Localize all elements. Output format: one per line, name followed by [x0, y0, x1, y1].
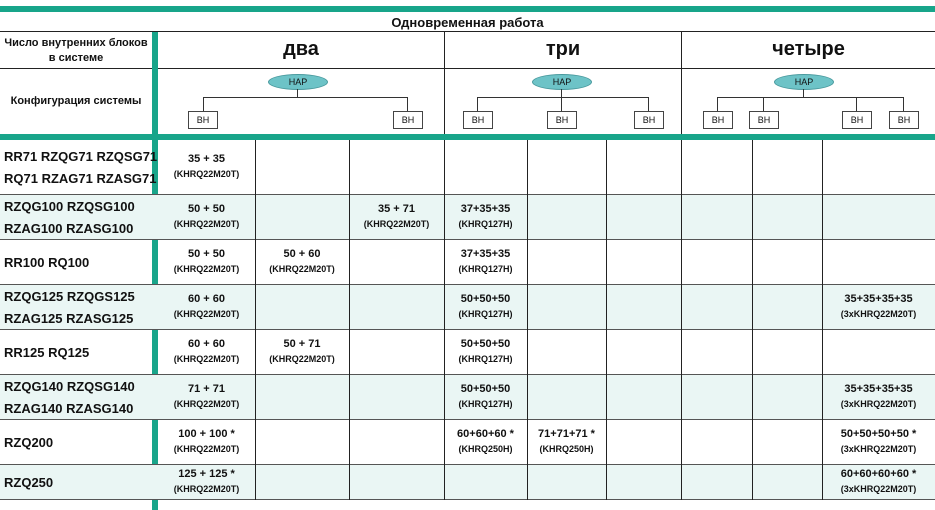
kit-code: (KHRQ22M20T) — [269, 354, 335, 364]
column-divider — [444, 140, 445, 500]
wire — [561, 89, 562, 97]
combination-value: 35 + 71 — [377, 203, 415, 215]
model-name — [4, 472, 53, 494]
table-row — [0, 465, 935, 500]
kit-code: (KHRQ127H) — [458, 264, 513, 274]
model-name — [4, 252, 89, 274]
combination-cell — [527, 427, 606, 457]
wire — [903, 97, 904, 111]
wire — [856, 97, 857, 111]
combination-cell — [822, 292, 935, 322]
combination-value: 71+71+71 * — [538, 428, 595, 440]
column-divider — [752, 140, 753, 500]
model-name — [4, 342, 89, 364]
model-name-line: RR100 RQ100 — [4, 255, 90, 270]
top-accent-bar — [0, 6, 935, 12]
indoor-unit-icon: ВН — [749, 111, 779, 129]
model-name — [4, 196, 135, 240]
wire — [803, 89, 804, 97]
combination-cell — [158, 292, 255, 322]
table-row — [0, 240, 935, 285]
model-name-line: RR125 RQ125 — [4, 345, 90, 360]
model-name — [4, 146, 157, 190]
wire — [648, 97, 649, 111]
wire — [477, 97, 478, 111]
outdoor-unit-icon: НАР — [774, 74, 834, 90]
combination-cell — [444, 382, 527, 412]
combination-value: 50+50+50 — [460, 338, 511, 350]
indoor-unit-icon: ВН — [842, 111, 872, 129]
model-name-line: RZQG140 RZQSG140 — [4, 379, 135, 394]
column-divider — [681, 140, 682, 500]
combination-value: 35 + 35 — [187, 153, 225, 165]
combination-cell — [158, 202, 255, 232]
model-name — [4, 376, 135, 420]
group-title-divider — [158, 68, 935, 69]
wire — [717, 97, 718, 111]
kit-code: (KHRQ22M20T) — [173, 354, 240, 364]
kit-code: (KHRQ127H) — [458, 399, 513, 409]
wire — [297, 89, 298, 97]
model-name-line: RZAG100 RZASG100 — [4, 221, 134, 236]
combination-value: 50 + 60 — [283, 248, 321, 260]
combination-cell — [255, 337, 349, 367]
group-title-two: два — [283, 38, 319, 60]
combination-cell — [158, 427, 255, 457]
table-row — [0, 330, 935, 375]
combination-value: 60+60+60+60 * — [840, 468, 917, 480]
indoor-unit-icon: ВН — [463, 111, 493, 129]
kit-code: (KHRQ22M20T) — [173, 399, 240, 409]
combination-value: 50 + 71 — [283, 338, 321, 350]
kit-code: (KHRQ22M20T) — [173, 219, 240, 229]
indoor-unit-icon: ВН — [634, 111, 664, 129]
model-name-line: RZQG125 RZQGS125 — [4, 289, 135, 304]
combination-cell — [822, 382, 935, 412]
kit-code: (KHRQ22M20T) — [173, 169, 240, 179]
table-row — [0, 420, 935, 465]
kit-code: (3xKHRQ22M20T) — [840, 444, 917, 454]
combination-value: 50+50+50+50 * — [840, 428, 917, 440]
outdoor-unit-icon: НАР — [532, 74, 592, 90]
indoor-unit-icon: ВН — [393, 111, 423, 129]
indoor-unit-icon: ВН — [547, 111, 577, 129]
column-divider — [349, 140, 350, 500]
combination-cell — [158, 337, 255, 367]
wire — [203, 97, 204, 111]
kit-code: (KHRQ22M20T) — [269, 264, 335, 274]
kit-code: (KHRQ22M20T) — [173, 444, 240, 454]
kit-code: (KHRQ127H) — [458, 354, 513, 364]
column-divider — [822, 140, 823, 500]
model-name-line: RQ71 RZAG71 RZASG71 — [4, 171, 157, 186]
table-row — [0, 285, 935, 330]
model-name-line: RZQ200 — [4, 435, 54, 450]
combination-value: 60 + 60 — [187, 338, 225, 350]
model-name-line: RZAG140 RZASG140 — [4, 401, 134, 416]
combination-value: 125 + 125 * — [178, 468, 235, 480]
combination-cell — [349, 202, 444, 232]
combination-value: 50+50+50 — [460, 293, 511, 305]
combination-value: 60 + 60 — [187, 293, 225, 305]
combination-value: 35+35+35+35 — [844, 383, 913, 395]
model-name-line: RZQ250 — [4, 475, 54, 490]
indoor-unit-icon: ВН — [889, 111, 919, 129]
group-title-three: три — [545, 38, 581, 60]
kit-code: (3xKHRQ22M20T) — [840, 399, 917, 409]
combination-value: 37+35+35 — [460, 203, 511, 215]
combination-value: 37+35+35 — [460, 248, 511, 260]
combination-cell — [444, 247, 527, 277]
combination-cell — [158, 247, 255, 277]
group-title-four: четыре — [772, 38, 845, 60]
combination-value: 50+50+50 — [460, 383, 511, 395]
combination-value: 50 + 50 — [187, 248, 225, 260]
combination-value: 50 + 50 — [187, 203, 225, 215]
indoor-unit-icon: ВН — [188, 111, 218, 129]
column-divider — [527, 140, 528, 500]
units-count-label: Число внутренних блоков в системе — [4, 37, 148, 64]
combination-value: 60+60+60 * — [457, 428, 514, 440]
combination-cell — [444, 202, 527, 232]
kit-code: (KHRQ22M20T) — [173, 484, 240, 494]
wire — [717, 97, 904, 98]
kit-code: (3xKHRQ22M20T) — [840, 309, 917, 319]
column-divider — [606, 140, 607, 500]
row-divider — [0, 499, 935, 500]
model-name-line: RZAG125 RZASG125 — [4, 311, 134, 326]
combination-value: 35+35+35+35 — [844, 293, 913, 305]
wire — [763, 97, 764, 111]
kit-code: (KHRQ127H) — [458, 309, 513, 319]
wire — [561, 97, 562, 111]
table-title: Одновременная работа — [391, 15, 544, 30]
kit-code: (KHRQ127H) — [458, 219, 513, 229]
wire — [203, 97, 408, 98]
combination-cell — [158, 152, 255, 182]
table-row — [0, 375, 935, 420]
table-row — [0, 140, 935, 195]
title-divider — [0, 31, 935, 32]
table-row — [0, 195, 935, 240]
combination-cell — [444, 427, 527, 457]
model-name — [4, 286, 135, 330]
combination-value: 100 + 100 * — [178, 428, 235, 440]
model-name-line: RZQG100 RZQSG100 — [4, 199, 135, 214]
model-name — [4, 432, 53, 454]
combination-cell — [444, 292, 527, 322]
combination-cell — [255, 247, 349, 277]
model-name-line: RR71 RZQG71 RZQSG71 — [4, 149, 158, 164]
wire — [477, 97, 649, 98]
kit-code: (KHRQ250H) — [458, 444, 513, 454]
system-config-label: Конфигурация системы — [10, 95, 142, 107]
indoor-unit-icon: ВН — [703, 111, 733, 129]
header-label-divider — [0, 68, 152, 69]
kit-code: (KHRQ22M20T) — [173, 264, 240, 274]
combination-value: 71 + 71 — [187, 383, 225, 395]
combination-cell — [822, 427, 935, 457]
combination-cell — [822, 467, 935, 497]
combination-cell — [158, 467, 255, 497]
column-divider — [255, 140, 256, 500]
outdoor-unit-icon: НАР — [268, 74, 328, 90]
combination-cell — [444, 337, 527, 367]
wire — [407, 97, 408, 111]
combination-cell — [158, 382, 255, 412]
kit-code: (3xKHRQ22M20T) — [840, 484, 917, 494]
kit-code: (KHRQ250H) — [539, 444, 594, 454]
kit-code: (KHRQ22M20T) — [363, 219, 430, 229]
kit-code: (KHRQ22M20T) — [173, 309, 240, 319]
